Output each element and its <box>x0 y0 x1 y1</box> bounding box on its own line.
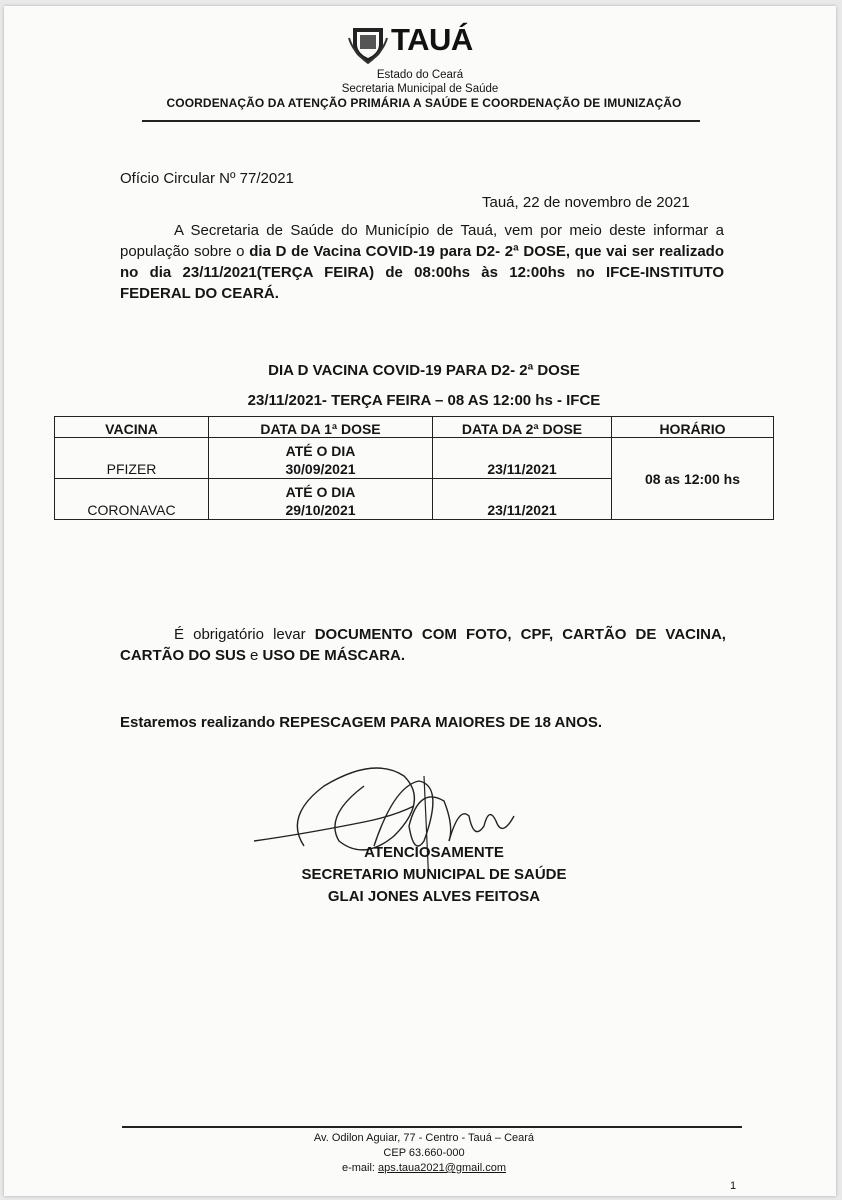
intro-bold-text: dia D de Vacina COVID-19 para D2- 2ª DOSE, que vai ser realizado no dia 23/11/2021(TERÇA FEIRA) de 08:00hs às 12:00hs no IFCE-INSTITUTO FEDERAL DO CEARÁ. <box>120 243 724 302</box>
dose2-date: 23/11/2021 <box>433 438 612 479</box>
dose2-date: 23/11/2021 <box>433 479 612 520</box>
footer-email-label: e-mail: <box>341 1162 379 1174</box>
table-header-row <box>55 417 774 438</box>
col-horario: HORÁRIO <box>612 417 774 438</box>
footer-email-link[interactable]: aps.taua2021@gmail.com <box>378 1162 507 1174</box>
requirements-normal-2: e <box>250 647 259 664</box>
requirements-bold-2: USO DE MÁSCARA. <box>258 647 406 664</box>
taua-logo <box>347 20 503 66</box>
signatory-role: SECRETARIO MUNICIPAL DE SAÚDE <box>301 866 567 883</box>
signatory-name: GLAI JONES ALVES FEITOSA <box>327 888 541 905</box>
place-date: Tauá, 22 de novembro de 2021 <box>482 194 690 211</box>
intro-normal-text: A Secretaria de Saúde do Município de Tauá, vem por meio deste informar a população sobre o <box>120 222 724 260</box>
dose1-date: 29/10/2021 <box>285 502 356 518</box>
dose1-date: 30/09/2021 <box>285 461 356 477</box>
requirements-bold-1: DOCUMENTO COM FOTO, CPF, CARTÃO DE VACINA, CARTÃO DO SUS <box>120 626 726 664</box>
vaccine-coronavac: CORONAVAC <box>55 479 209 520</box>
state-line: Estado do Ceará <box>376 69 464 81</box>
coat-of-arms-icon <box>347 22 389 64</box>
requirements-normal: É obrigatório levar <box>174 626 315 643</box>
col-vacina: VACINA <box>55 417 209 438</box>
dose1-cell <box>209 479 433 520</box>
coordination-line: COORDENAÇÃO DA ATENÇÃO PRIMÁRIA A SAÚDE E COORDENAÇÃO DE IMUNIZAÇÃO <box>166 96 682 110</box>
footer-address: Av. Odilon Aguiar, 77 - Centro - Tauá – Ceará <box>313 1132 535 1144</box>
dose1-label: ATÉ O DIA <box>285 484 356 500</box>
closing-text: ATENCIOSAMENTE <box>364 844 504 861</box>
page-number: 1 <box>730 1180 737 1192</box>
event-subtitle: 23/11/2021- TERÇA FEIRA – 08 AS 12:00 hs - IFCE <box>247 392 601 409</box>
secretariat-line: Secretaria Municipal de Saúde <box>341 83 499 95</box>
vaccination-table <box>54 416 774 520</box>
event-title: DIA D VACINA COVID-19 PARA D2- 2ª DOSE <box>268 362 580 379</box>
header-divider <box>142 120 700 122</box>
footer-cep: CEP 63.660-000 <box>383 1147 465 1159</box>
logo-text: TAUÁ <box>391 22 473 57</box>
repescagem-notice: Estaremos realizando REPESCAGEM PARA MAIORES DE 18 ANOS. <box>120 714 603 731</box>
footer-email-line <box>224 1161 624 1176</box>
letter-reference: Ofício Circular Nº 77/2021 <box>120 170 294 187</box>
horario-cell: 08 as 12:00 hs <box>612 438 774 520</box>
dose1-cell <box>209 438 433 479</box>
vaccine-pfizer: PFIZER <box>55 438 209 479</box>
col-dose2: DATA DA 2ª DOSE <box>433 417 612 438</box>
intro-paragraph <box>120 220 724 304</box>
table-row <box>55 438 774 479</box>
document-page <box>4 6 836 1196</box>
dose1-label: ATÉ O DIA <box>285 443 356 459</box>
footer-divider <box>122 1126 742 1128</box>
col-dose1: DATA DA 1ª DOSE <box>209 417 433 438</box>
requirements-paragraph <box>120 624 726 666</box>
